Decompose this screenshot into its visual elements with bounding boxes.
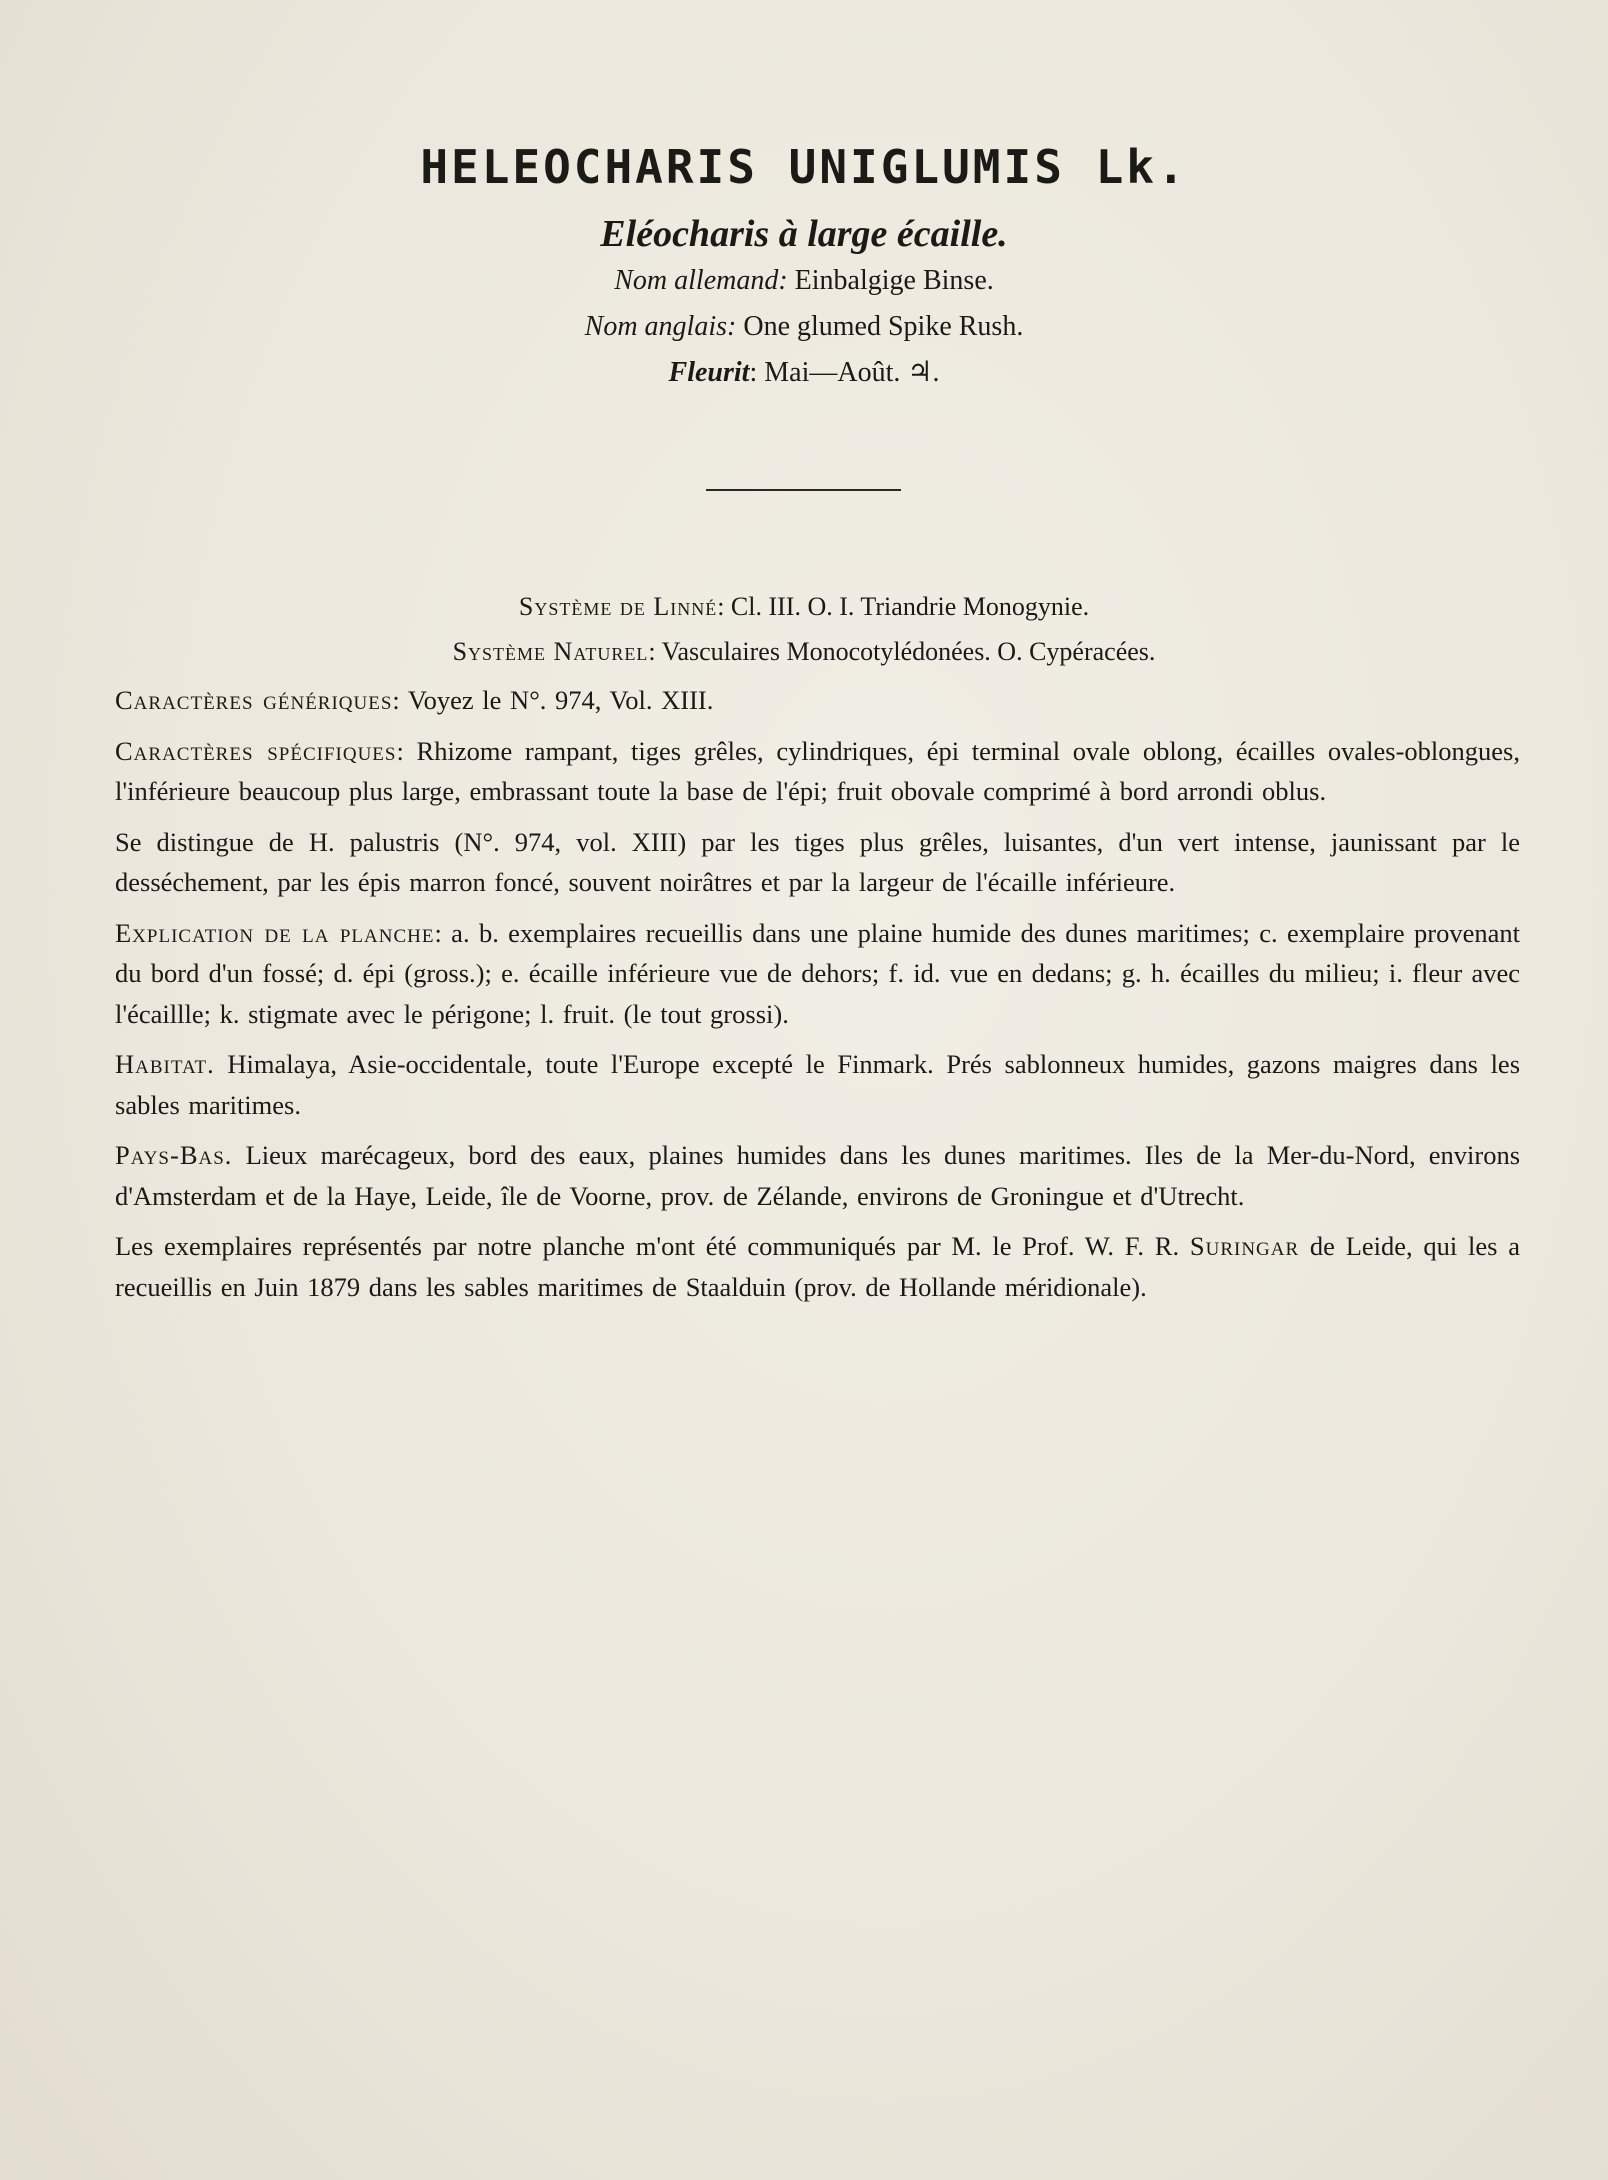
distinction-text: Se distingue de H. palustris (N°. 974, vol. XIII) par les tiges plus grêles, luisantes, d'un vert intense, jaunissant par le desséchement, par les épis marron foncé, souvent noirâtres et par la largeur de l'écaille inférieure. (115, 826, 1520, 897)
flowering-value: : Mai—Août. ♃. (749, 357, 940, 388)
natural-system-value: : Vasculaires Monocotylédonées. O. Cypéracées. (648, 637, 1156, 666)
specimens-text-1: Les exemplaires représentés par notre planche m'ont été communiqués par M. le Prof. W. F. R. (115, 1231, 1180, 1261)
specimens-text-2: de Leide, qui les a recueillis en Juin 1879 dans les sables maritimes de Staalduin (prov. de Hollande méridionale). (115, 1231, 1520, 1302)
linne-system-label: Système de Linné (518, 592, 718, 621)
french-name: Eléocharis à large écaille. (600, 213, 1008, 255)
german-name-value: Einbalgige Binse. (794, 265, 994, 296)
specific-characters-label: Caractères spécifiques (115, 735, 397, 766)
natural-system-line (0, 637, 1608, 667)
english-name-label: Nom anglais: (584, 311, 737, 342)
plate-explanation-text: : a. b. exemplaires recueillis dans une plaine humide des dunes maritimes; c. exemplaire provenant du bord d'un fossé; d. épi (gross.); e. écaille inférieure vue de dehors; f. id. vue en dedans; g. h. écailles du milieu; i. fleur avec l'écaillle; k. stigmate avec le périgone; l. fruit. (le tout grossi). (115, 917, 1521, 1029)
generic-characters-label: Caractères génériques (115, 685, 393, 715)
linne-system-value: : Cl. III. O. I. Triandrie Monogynie. (717, 592, 1090, 621)
flowering-label: Fleurit (668, 357, 750, 388)
linne-system-line (0, 592, 1608, 622)
specific-characters-paragraph (115, 731, 1520, 812)
netherlands-text: Lieux marécageux, bord des eaux, plaines humides dans les dunes maritimes. Iles de la Mer-du-Nord, environs d'Amsterdam et de la Haye, Leide, île de Voorne, prov. de Zélande, environs de Groningue et d'Utrecht. (115, 1140, 1521, 1211)
english-name-value: One glumed Spike Rush. (743, 311, 1024, 342)
german-name-line (0, 265, 1608, 297)
netherlands-paragraph (115, 1135, 1520, 1216)
habitat-text: Himalaya, Asie-occidentale, toute l'Europe excepté le Finmark. Prés sablonneux humides, gazons maigres dans les sables maritimes. (115, 1049, 1521, 1120)
species-title: HELEOCHARIS UNIGLUMIS Lk. (420, 140, 1188, 194)
plate-explanation-label: Explication de la planche (115, 917, 435, 948)
flowering-line (0, 355, 1608, 389)
natural-system-label: Système Naturel (452, 637, 649, 666)
habitat-label: Habitat. (115, 1049, 215, 1079)
specimens-collector-name: Suringar (1189, 1231, 1300, 1261)
generic-characters-text: : Voyez le N°. 974, Vol. XIII. (392, 685, 714, 715)
habitat-paragraph (115, 1044, 1520, 1125)
plate-explanation-paragraph (115, 913, 1520, 1035)
german-name-label: Nom allemand: (614, 265, 788, 296)
generic-characters-paragraph (115, 680, 1520, 721)
specimens-paragraph (115, 1226, 1520, 1307)
english-name-line (0, 311, 1608, 343)
distinction-paragraph (115, 822, 1520, 903)
specific-characters-text: : Rhizome rampant, tiges grêles, cylindriques, épi terminal ovale oblong, écailles ovales-oblongues, l'inférieure beaucoup plus large, embrassant toute la base de l'épi; fruit obovale comprimé à bord arrondi oblus. (115, 735, 1520, 806)
netherlands-label: Pays-Bas. (115, 1140, 233, 1170)
divider-rule (706, 489, 901, 491)
description-body (115, 680, 1520, 1317)
